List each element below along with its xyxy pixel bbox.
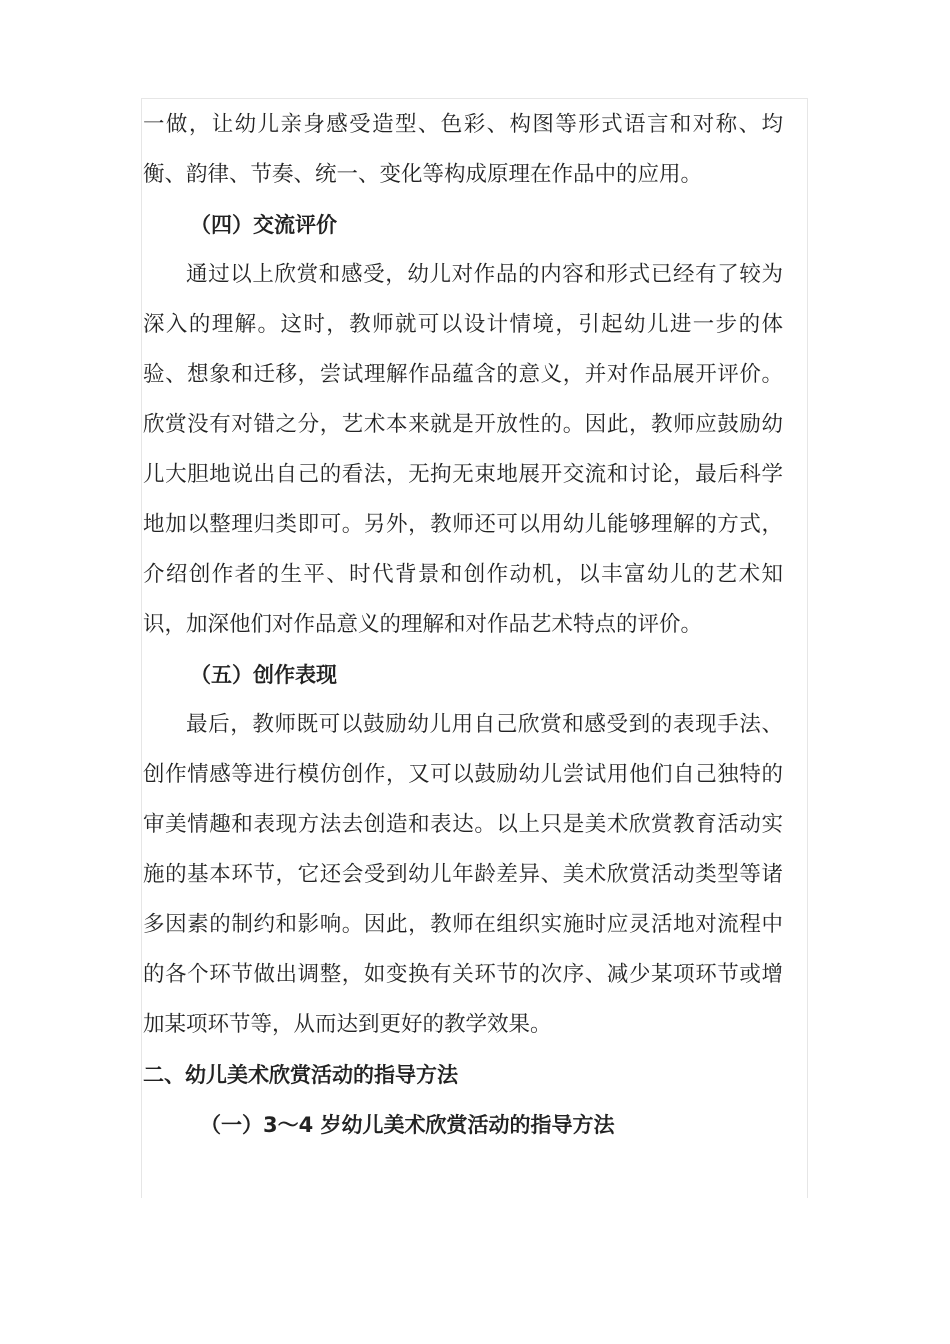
- paragraph-creative-expression: 最后，教师既可以鼓励幼儿用自己欣赏和感受到的表现手法、创作情感等进行模仿创作，又可以鼓励幼儿尝试用他们自己独特的审美情趣和表现方法去创造和表达。以上只是美术欣赏教育活动实施的基本环节，它还会受到幼儿年龄差异、美术欣赏活动类型等诸多因素的制约和影响。因此，教师在组织实施时应灵活地对流程中的各个环节做出调整，如变换有关环节的次序、减少某项环节或增加某项环节等，从而达到更好的教学效果。: [143, 712, 783, 1037]
- subsection-heading-3-4-years: （一）3～4 岁幼儿美术欣赏活动的指导方法: [200, 1113, 615, 1137]
- heading-exchange-evaluation: （四）交流评价: [190, 213, 337, 237]
- paragraph-continuation: 一做，让幼儿亲身感受造型、色彩、构图等形式语言和对称、均衡、韵律、节奏、统一、变化等构成原理在作品中的应用。: [143, 112, 783, 187]
- paragraph-exchange-evaluation: 通过以上欣赏和感受，幼儿对作品的内容和形式已经有了较为深入的理解。这时，教师就可以设计情境，引起幼儿进一步的体验、想象和迁移，尝试理解作品蕴含的意义，并对作品展开评价。欣赏没有对错之分，艺术本来就是开放性的。因此，教师应鼓励幼儿大胆地说出自己的看法，无拘无束地展开交流和讨论，最后科学地加以整理归类即可。另外，教师还可以用幼儿能够理解的方式，介绍创作者的生平、时代背景和创作动机，以丰富幼儿的艺术知识，加深他们对作品意义的理解和对作品艺术特点的评价。: [143, 262, 783, 637]
- section-heading-guidance-methods: 二、幼儿美术欣赏活动的指导方法: [143, 1063, 458, 1087]
- document-body: [143, 100, 783, 1150]
- heading-creative-expression: （五）创作表现: [190, 663, 337, 687]
